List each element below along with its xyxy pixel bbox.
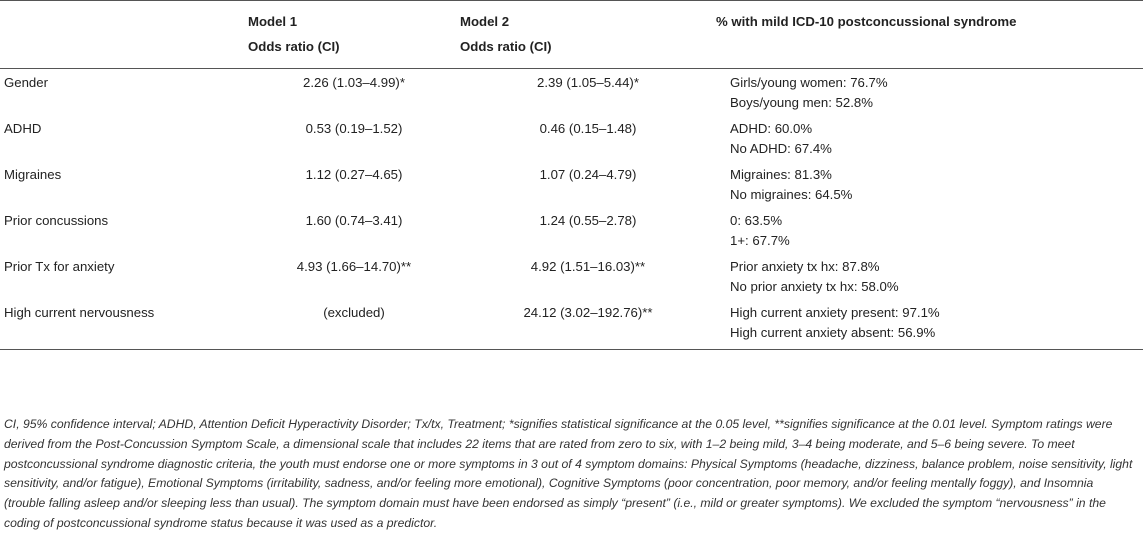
model-1-value: 1.60 (0.74–3.41) (305, 213, 403, 228)
header-model-1-title: Model 1 (248, 14, 298, 29)
table-footnote: CI, 95% confidence interval; ADHD, Attention Deficit Hyperactivity Disorder; Tx/tx, Treatment; *signifies statistical significance at the 0.05 level, **signifies significance at the 0.01 level. Symptom ratings were derived from the Post-Concussion Symptom Scale, a dimensional scale that includes 22 items that are rated from zero to six, with 1–2 being mild, 3–4 being moderate, and 5–6 being severe. To meet postconcussional syndrome diagnostic criteria, the youth must endorse one or more symptoms in 3 out of 4 symptom domains: Physical Symptoms (headache, dizziness, balance problem, noise sensitivity, light sensitivity, and/or fatigue), Emotional Symptoms (irritability, sadness, and/or feeling more emotional), Cognitive Symptoms (poor concentration, poor memory, and/or feeling mentally foggy), and Insomnia (trouble falling asleep and/or sleeping less than usual). The symptom domain must have been endorsed as simply “present” (i.e., mild or greater symptoms). We excluded the symptom “nervousness” in the coding of postconcussional syndrome status because it was used as a predictor. (4, 417, 1133, 530)
table-header (0, 1, 1143, 69)
header-variable (0, 1, 248, 69)
model-2-value: 1.07 (0.24–4.79) (539, 167, 637, 182)
model-2-value: 1.24 (0.55–2.78) (539, 213, 637, 228)
percent-line: 0: 63.5% (730, 213, 783, 228)
model-1-value: (excluded) (248, 303, 460, 350)
percent-line: Migraines: 81.3% (730, 167, 832, 182)
model-1-value: 0.53 (0.19–1.52) (305, 121, 403, 136)
header-model-2-title: Model 2 (460, 14, 510, 29)
percent-cell (716, 165, 1143, 211)
table-row (0, 165, 1143, 211)
percent-line: No prior anxiety tx hx: 58.0% (730, 279, 899, 294)
percent-line: Prior anxiety tx hx: 87.8% (730, 259, 880, 274)
model-1-value: 1.12 (0.27–4.65) (305, 167, 403, 182)
table-row (0, 257, 1143, 303)
percent-cell (716, 257, 1143, 303)
header-row (0, 1, 1143, 69)
model-1-value: 2.26 (1.03–4.99)* (303, 75, 405, 90)
percent-line: ADHD: 60.0% (730, 121, 813, 136)
header-percent-pcs: % with mild ICD-10 postconcussional syndrome (716, 1, 1143, 69)
percent-cell (716, 303, 1143, 350)
row-label: Prior concussions (4, 213, 109, 228)
header-model-2 (460, 1, 716, 69)
percent-line: Girls/young women: 76.7% (730, 75, 888, 90)
percent-line: High current anxiety present: 97.1% (730, 305, 940, 320)
row-label: High current nervousness (0, 303, 248, 350)
percent-cell (716, 119, 1143, 165)
percent-cell (716, 211, 1143, 257)
percent-line: 1+: 67.7% (730, 233, 790, 248)
row-label: Migraines (4, 167, 62, 182)
header-model-1-subtitle: Odds ratio (CI) (248, 39, 340, 54)
percent-line: No migraines: 64.5% (730, 187, 853, 202)
header-model-1 (248, 1, 460, 69)
model-2-value: 2.39 (1.05–5.44)* (537, 75, 639, 90)
row-label: ADHD (4, 121, 42, 136)
model-1-value: 4.93 (1.66–14.70)** (296, 259, 412, 274)
table-row (0, 69, 1143, 120)
table-row (0, 211, 1143, 257)
model-2-value: 24.12 (3.02–192.76)** (460, 303, 716, 350)
table-row (0, 119, 1143, 165)
row-label: Prior Tx for anxiety (4, 259, 115, 274)
model-2-value: 4.92 (1.51–16.03)** (530, 259, 646, 274)
percent-line: No ADHD: 67.4% (730, 141, 832, 156)
model-2-value: 0.46 (0.15–1.48) (539, 121, 637, 136)
percent-line: High current anxiety absent: 56.9% (730, 325, 936, 340)
header-model-2-subtitle: Odds ratio (CI) (460, 39, 552, 54)
percent-cell (716, 69, 1143, 120)
table-row (0, 303, 1143, 350)
row-label: Gender (4, 75, 48, 90)
table-body (0, 69, 1143, 350)
percent-line: Boys/young men: 52.8% (730, 95, 873, 110)
